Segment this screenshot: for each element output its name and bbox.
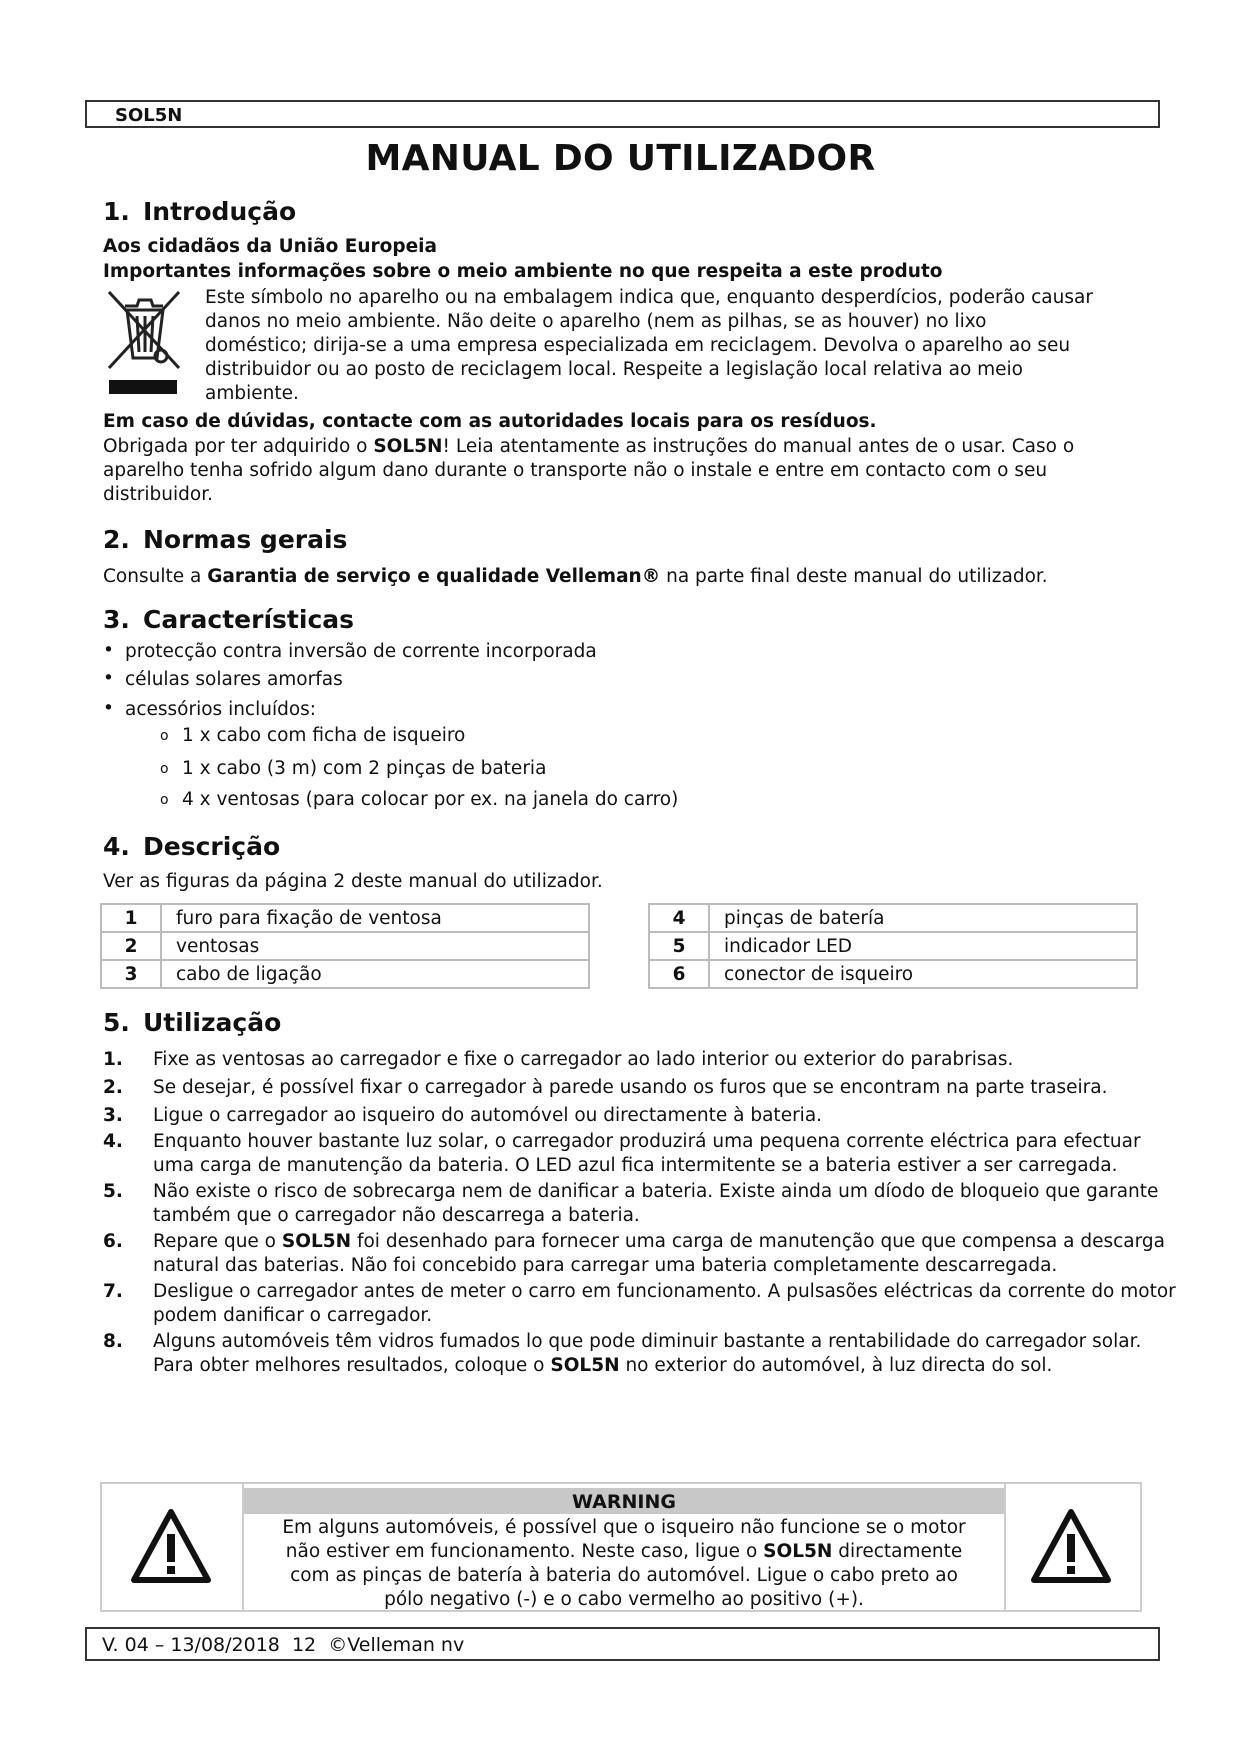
table-row: 1 furo para fixação de ventosa xyxy=(101,904,589,932)
table-row: 4 pinças de batería xyxy=(649,904,1137,932)
warning-text: Em alguns automóveis, é possível que o isqueiro não funcione se o motor não estiver em funcionamento. Neste caso, ligue o SOL5N directamente com as pinças de batería à bateria do automóvel. Ligue o cabo preto ao pólo negativo (-) e o cabo vermelho ao positivo (+). xyxy=(282,1517,966,1610)
list-item: 4. Enquanto houver bastante luz solar, o carregador produzirá uma pequena corrente eléctrica para efectuar uma carga de manutenção da bateria. O LED azul fica intermitente se a bateria estiver a ser carregada. xyxy=(103,1131,1141,1176)
env-heading: Importantes informações sobre o meio ambiente no que respeita a este produto xyxy=(103,261,943,282)
parts-table-right xyxy=(648,903,1138,989)
general-text: Consulte a Garantia de serviço e qualidade Velleman® na parte final deste manual do utilizador. xyxy=(103,566,1048,587)
parts-table-left xyxy=(100,903,590,989)
section-heading-intro: 1. Introdução xyxy=(103,197,297,226)
thanks-line-2: aparelho tenha sofrido algum dano durante o transporte não o instale e entre em contacto com o seu xyxy=(103,460,1048,481)
warning-title: WARNING xyxy=(244,1488,1004,1514)
section-heading-description: 4. Descrição xyxy=(103,832,281,861)
warning-box xyxy=(100,1482,1142,1612)
product-name: SOL5N xyxy=(373,436,443,457)
list-item: 5. Não existe o risco de sobrecarga nem de danificar a bateria. Existe ainda um díodo de bloqueio que garante também que o carregador não descarrega a bateria. xyxy=(103,1181,1159,1226)
list-item: 2. Se desejar, é possível fixar o carregador à parede usando os furos que se encontram na parte traseira. xyxy=(103,1077,1108,1098)
list-item: 8. Alguns automóveis têm vidros fumados lo que pode diminuir bastante a rentabilidade do carregador solar. Para obter melhores resultados, coloque o SOL5N no exterior do automóvel, à luz directa do sol. xyxy=(103,1331,1142,1376)
header-box xyxy=(85,100,1160,128)
section-heading-features: 3. Características xyxy=(103,605,355,634)
table-row: 3 cabo de ligação xyxy=(101,960,589,988)
section-heading-usage: 5. Utilização xyxy=(103,1008,282,1037)
table-row: 5 indicador LED xyxy=(649,932,1137,960)
footer-version: V. 04 – 13/08/2018 12 ©Velleman nv xyxy=(102,1634,465,1656)
warning-triangle-icon xyxy=(130,1508,212,1584)
usage-steps xyxy=(103,1048,1176,1378)
thanks-line-1: Obrigada por ter adquirido o SOL5N! Leia atentamente as instruções do manual antes de o usar. Caso o xyxy=(103,436,1075,457)
table-row: 2 ventosas xyxy=(101,932,589,960)
doubts-text: Em caso de dúvidas, contacte com as autoridades locais para os resíduos. xyxy=(103,411,877,432)
warning-triangle-icon xyxy=(1030,1508,1112,1584)
section-heading-general: 2. Normas gerais xyxy=(103,525,348,554)
table-row: 6 conector de isqueiro xyxy=(649,960,1137,988)
crossed-bin-icon xyxy=(103,286,183,406)
list-item: 1. Fixe as ventosas ao carregador e fixe o carregador ao lado interior ou exterior do parabrisas. xyxy=(103,1049,1014,1070)
list-item: 6. Repare que o SOL5N foi desenhado para fornecer uma carga de manutenção que que compensa a descarga natural das baterias. Não foi concebido para carregar uma bateria completamente descarregada. xyxy=(103,1231,1165,1276)
warning-content xyxy=(242,1484,1006,1610)
list-item: 3. Ligue o carregador ao isqueiro do automóvel ou directamente à bateria. xyxy=(103,1105,823,1126)
description-intro: Ver as figuras da página 2 deste manual do utilizador. xyxy=(103,871,603,892)
list-item: 7. Desligue o carregador antes de meter o carro em funcionamento. A pulsasões eléctricas da corrente do motor podem danificar o carregador. xyxy=(103,1281,1176,1326)
thanks-line-3: distribuidor. xyxy=(103,484,213,505)
eu-heading: Aos cidadãos da União Europeia xyxy=(103,236,437,257)
page-title: MANUAL DO UTILIZADOR xyxy=(365,138,876,179)
footer-box xyxy=(85,1627,1160,1661)
product-code: SOL5N xyxy=(115,105,183,126)
env-paragraph: Este símbolo no aparelho ou na embalagem indica que, enquanto desperdícios, poderão causar danos no meio ambiente. Não deite o aparelho (nem as pilhas, se as houver) no lixo doméstico; dirija-se a uma empresa especializada em reciclagem. Devolva o aparelho ao seu distribuidor ou ao posto de reciclagem local. Respeite a legislação local relativa ao meio ambiente. xyxy=(205,287,1093,404)
